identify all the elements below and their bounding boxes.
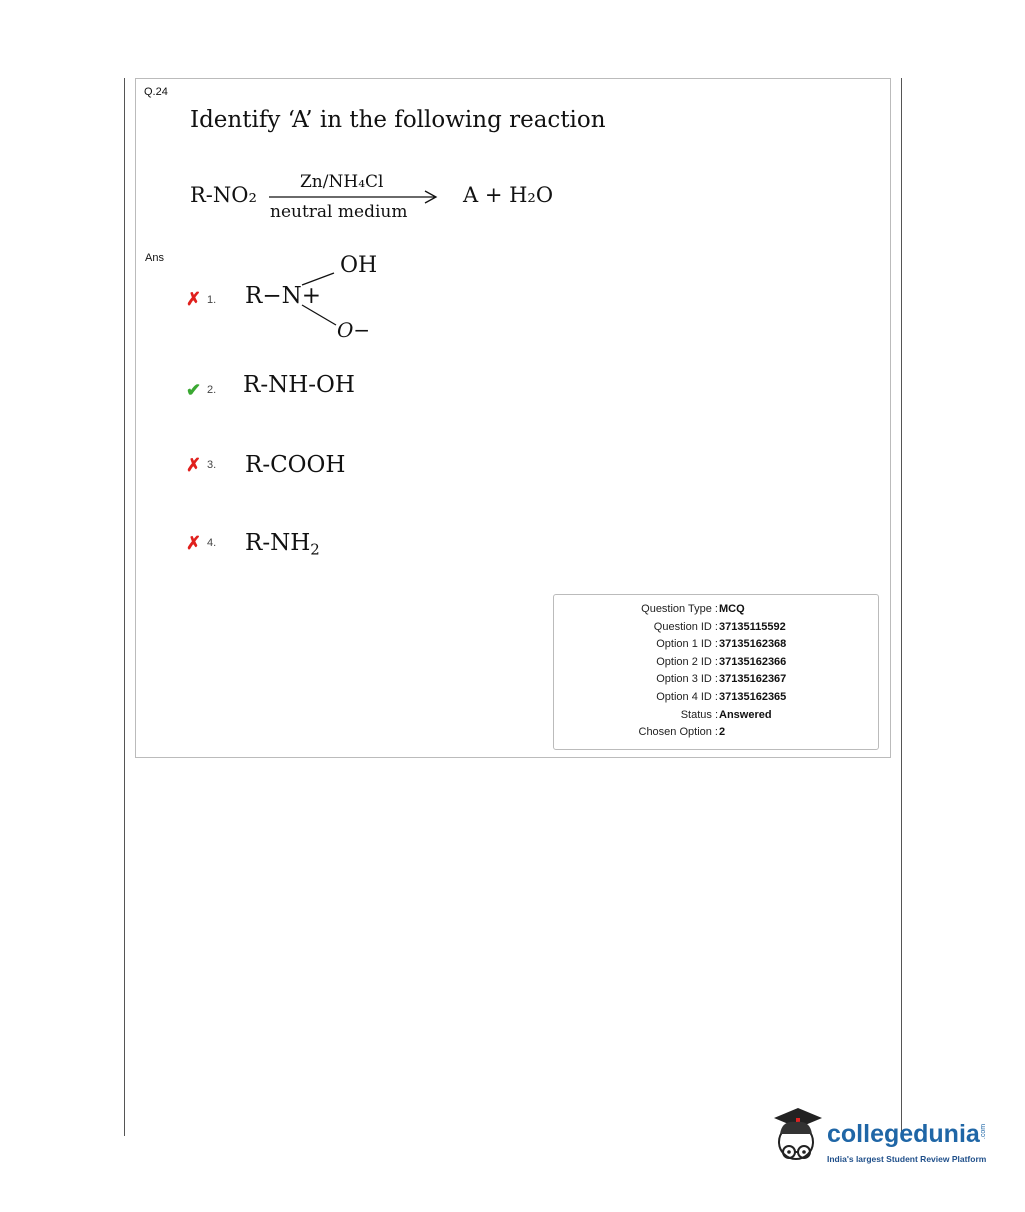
- option-1-oh: OH: [340, 253, 378, 278]
- option-1-text: R−N+: [245, 283, 321, 309]
- info-chosen-option: Chosen Option : 2: [638, 726, 726, 738]
- option-2-number: 2.: [207, 384, 217, 396]
- info-question-id: Question ID : 37135115592: [653, 621, 786, 633]
- reaction-products: A + H₂O: [463, 183, 554, 207]
- left-border-line: [124, 78, 125, 1136]
- option-4-text: [245, 530, 320, 558]
- mascot-icon: [768, 1104, 826, 1176]
- option-4-formula: R-NH: [245, 530, 311, 556]
- reaction-condition: neutral medium: [270, 202, 408, 222]
- option-1-ominus: O−: [337, 318, 371, 342]
- answer-label: Ans: [145, 252, 164, 264]
- info-option-4-id: Option 4 ID : 37135162365: [656, 691, 787, 703]
- info-option-2-id: Option 2 ID : 37135162366: [656, 656, 787, 668]
- logo-tagline: India's largest Student Review Platform: [827, 1154, 987, 1164]
- wrong-icon: ✗: [186, 533, 202, 553]
- question-number: Q.24: [144, 86, 168, 98]
- collegedunia-logo: [768, 1104, 998, 1176]
- info-option-1-id: Option 1 ID : 37135162368: [656, 638, 787, 650]
- question-info-box: [553, 594, 879, 750]
- reaction-reactant: R-NO₂: [190, 183, 257, 207]
- info-option-3-id: Option 3 ID : 37135162367: [656, 673, 787, 685]
- option-4-subscript: 2: [310, 540, 320, 559]
- option-4-number: 4.: [207, 537, 217, 549]
- correct-icon: ✔: [186, 380, 202, 400]
- wrong-icon: ✗: [186, 289, 202, 309]
- option-3-text: R-COOH: [245, 452, 346, 478]
- logo-suffix: .com: [980, 1123, 988, 1140]
- option-3-number: 3.: [207, 459, 217, 471]
- logo-wordmark: collegedunia: [827, 1120, 980, 1148]
- info-question-type: Question Type : MCQ: [641, 603, 745, 615]
- wrong-icon: ✗: [186, 455, 202, 475]
- info-status: Status : Answered: [680, 709, 772, 721]
- reaction-reagent: Zn/NH₄Cl: [300, 172, 384, 192]
- right-border-line: [901, 78, 902, 1138]
- option-1-number: 1.: [207, 294, 217, 306]
- question-text: Identify ‘A’ in the following reaction: [190, 107, 606, 133]
- option-2-text: R-NH-OH: [243, 372, 355, 398]
